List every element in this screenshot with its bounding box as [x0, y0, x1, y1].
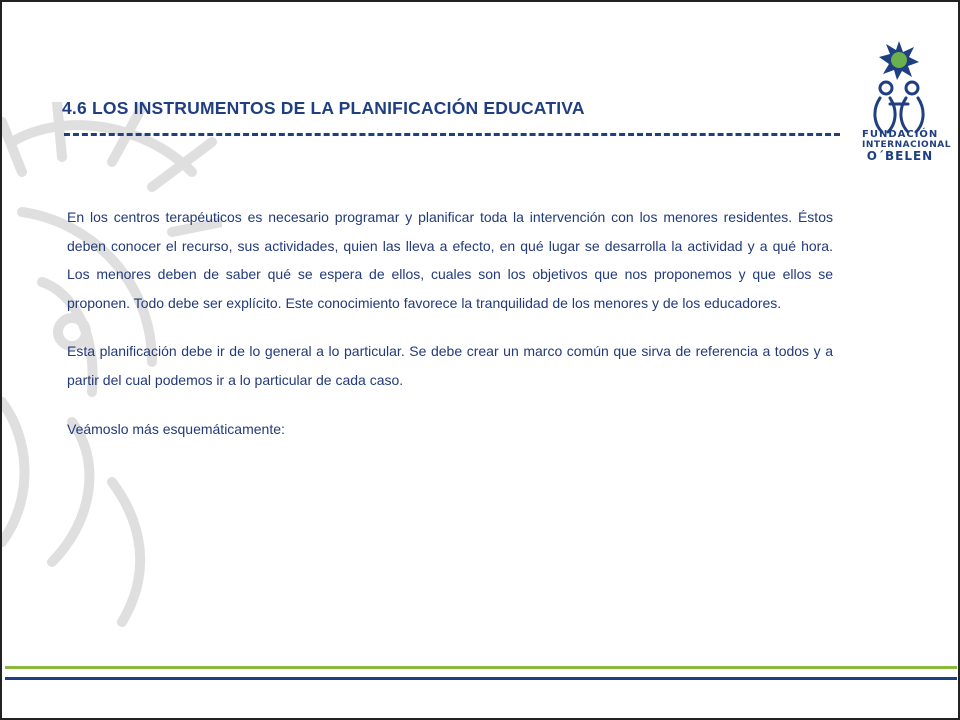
- logo-wordmark: [862, 129, 951, 163]
- footer-rule-green: [5, 666, 957, 669]
- paragraph-planning: Esta planificación debe ir de lo general a lo particular. Se debe crear un marco común que sirva de referencia a todos y a partir del cual podemos ir a lo particular de cada caso.: [67, 343, 833, 388]
- logo-line-1: FUNDACIÓN: [862, 129, 939, 140]
- slide-title: 4.6 LOS INSTRUMENTOS DE LA PLANIFICACIÓN EDUCATIVA: [62, 98, 585, 118]
- footer-rule-blue: [5, 677, 957, 680]
- title-dashed-divider: [64, 133, 840, 136]
- paragraph-intro: En los centros terapéuticos es necesario programar y planificar toda la intervención con los menores residentes. Éstos deben conocer el recurso, sus actividades, quien las lleva a efecto, en qué lugar se desarrolla la actividad y a qué hora. Los menores deben de saber qué se espera de ellos, cuales son los objetivos que nos proponemos y que ellos se proponen. Todo debe ser explícito. Este conocimiento favorece la tranquilidad de los menores y de los educadores.: [67, 209, 833, 311]
- paragraph-schematic: Veámoslo más esquemáticamente:: [67, 420, 285, 437]
- logo-line-2: INTERNACIONAL: [862, 139, 951, 150]
- logo-line-3: O´BELEN: [866, 148, 934, 163]
- body-text: [67, 203, 833, 463]
